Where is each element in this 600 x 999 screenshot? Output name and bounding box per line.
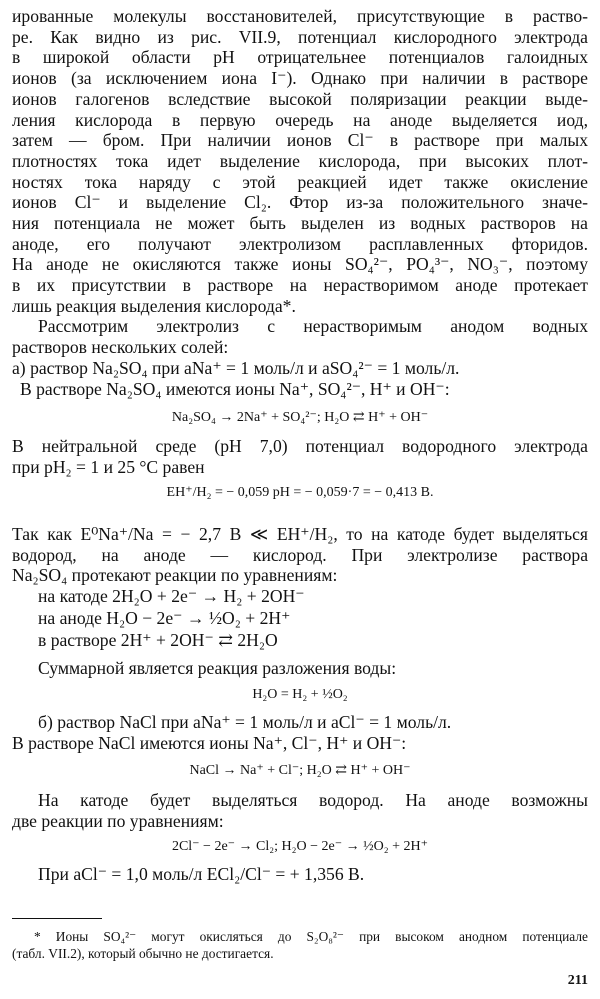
- page-number: 211: [567, 973, 588, 988]
- summary-line: Суммарной является реакция разложения воды:: [38, 658, 397, 678]
- paragraph-neutral: [12, 436, 588, 477]
- text-line: ления кислорода в первую очередь на аноде выделяется иод,: [12, 109, 588, 130]
- text-line: плотностях тока идет выделение кислорода, при высоких плот-: [12, 150, 588, 171]
- reaction-cathode: на катоде 2H₂O + 2e⁻ → H₂ + 2OH⁻: [38, 586, 305, 606]
- text-line: Так как E⁰Na⁺/Na = − 2,7 В ≪ EH⁺/H₂, то на катоде будет выделяться: [12, 524, 588, 544]
- text-line: ионов (за исключением иона I⁻). Однако при наличии в растворе: [12, 68, 588, 89]
- text-line: ностях тока наряду с этой реакцией идет также окисление: [12, 171, 588, 192]
- paragraph-electrolysis: [12, 524, 588, 586]
- text-line: В нейтральной среде (pH 7,0) потенциал водородного электрода: [12, 436, 588, 456]
- text-line: затем — бром. При наличии ионов Cl⁻ в растворе при малых: [12, 130, 588, 151]
- item-b-line: б) раствор NaCl при aNa⁺ = 1 моль/л и aCl⁻ = 1 моль/л.: [38, 712, 452, 732]
- text-line: растворов нескольких солей:: [12, 336, 229, 357]
- footnote: [12, 928, 588, 962]
- item-a-line: а) раствор Na₂SO₄ при aNa⁺ = 1 моль/л и aSO₄²⁻ = 1 моль/л.: [12, 358, 460, 378]
- text-line: ированные молекулы восстановителей, присутствующие в раство-: [12, 6, 588, 26]
- footnote-rule: [12, 918, 102, 919]
- text-line: лишь реакция выделения кислорода*.: [12, 295, 296, 316]
- equation-dissociation-na2so4: Na₂SO₄ → 2Na⁺ + SO₄²⁻; H₂O ⇄ H⁺ + OH⁻: [171, 410, 429, 425]
- equation-anode-reactions: 2Cl⁻ − 2e⁻ → Cl₂; H₂O − 2e⁻ → ½O₂ + 2H⁺: [171, 839, 429, 854]
- paragraph-intro: [12, 316, 588, 357]
- text-line: На аноде не окисляются также ионы SO₄²⁻, PO₄³⁻, NO₃⁻, поэтому: [12, 254, 588, 275]
- final-potential-line: При aCl⁻ = 1,0 моль/л ECl₂/Cl⁻ = + 1,356 В.: [38, 864, 365, 884]
- text-line: в широкой области pH отрицательнее потенциалов галоидных: [12, 47, 588, 68]
- equation-hydrogen-potential: EH⁺/H₂ = − 0,059 pH = − 0,059·7 = − 0,413 В.: [166, 485, 434, 500]
- text-line: ре. Как видно из рис. VII.9, потенциал кислородного электрода: [12, 26, 588, 47]
- reaction-solution: в растворе 2H⁺ + 2OH⁻ ⇄ 2H₂O: [38, 630, 278, 650]
- text-line: в их присутствии в растворе на нерастворимом аноде протекает: [12, 275, 588, 296]
- equation-dissociation-nacl: NaCl → Na⁺ + Cl⁻; H₂O ⇄ H⁺ + OH⁻: [189, 763, 411, 778]
- equation-water-decomposition: H₂O = H₂ + ½O₂: [252, 687, 348, 702]
- text-line: Na₂SO₄ протекают реакции по уравнениям:: [12, 565, 338, 586]
- text-line: две реакции по уравнениям:: [12, 810, 224, 831]
- footnote-line: * Ионы SO₄²⁻ могут окисляться до S₂O₈²⁻ при высоком анодном потенциале: [34, 929, 588, 944]
- text-line: аноде, его получают электролизом расплавленных фторидов.: [12, 233, 588, 254]
- item-a-ions: В растворе Na₂SO₄ имеются ионы Na⁺, SO₄²⁻, H⁺ и OH⁻:: [20, 379, 450, 399]
- text-line: при pH₂ = 1 и 25 °C равен: [12, 456, 205, 477]
- text-line: водород, на аноде — кислород. При электролизе раствора: [12, 544, 588, 565]
- text-line: ионов Cl⁻ и выделение Cl₂. Фтор из-за положительного значе-: [12, 192, 588, 213]
- paragraph-oxidation: [12, 6, 588, 317]
- footnote-line: (табл. VII.2), который обычно не достигается.: [12, 946, 274, 961]
- item-b-ions: В растворе NaCl имеются ионы Na⁺, Cl⁻, H⁺ и OH⁻:: [12, 733, 407, 753]
- reaction-anode: на аноде H₂O − 2e⁻ → ½O₂ + 2H⁺: [38, 608, 291, 628]
- paragraph-nacl-reactions: [12, 790, 588, 831]
- text-line: ния потенциала не может быть выделен из водных растворов на: [12, 213, 588, 234]
- text-line: На катоде будет выделяться водород. На аноде возможны: [38, 790, 588, 810]
- text-line: ионов галогенов вследствие высокой поляризации реакции выде-: [12, 88, 588, 109]
- text-line: Рассмотрим электролиз с нерастворимым анодом водных: [38, 316, 588, 336]
